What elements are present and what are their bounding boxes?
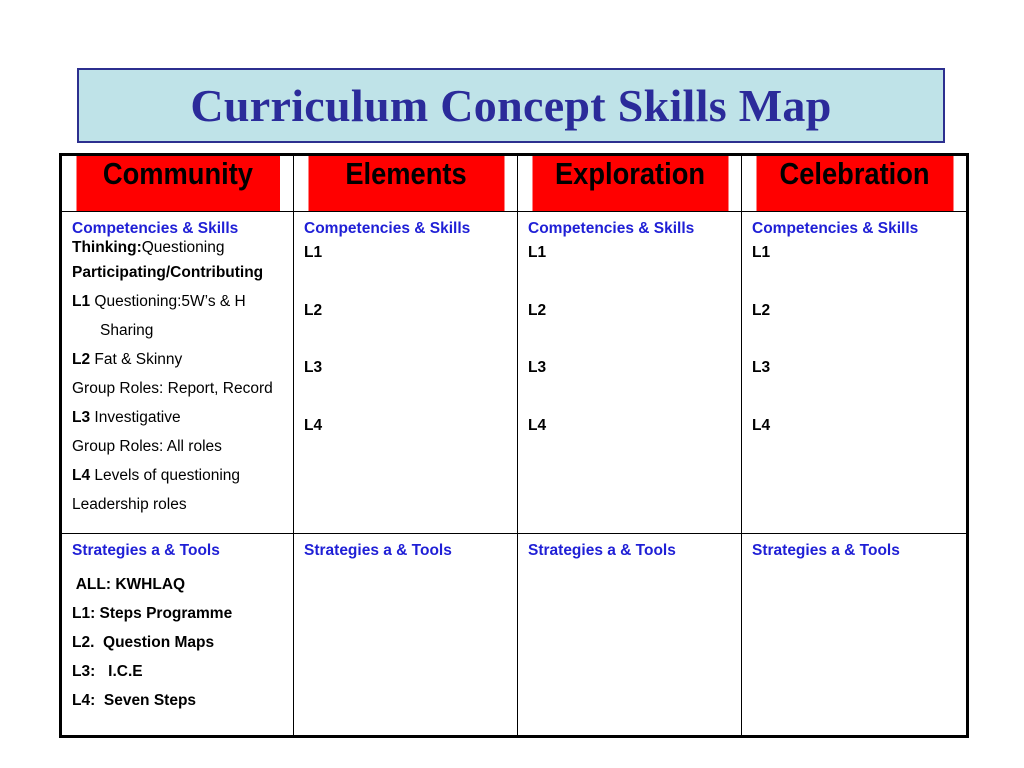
level-3-line: L3 Investigative [72, 409, 181, 426]
level-label: L2 [528, 301, 547, 319]
strategies-heading: Strategies a & Tools [752, 542, 900, 559]
level-1-sub-line: Sharing [100, 322, 154, 339]
level-label: L1 [528, 244, 547, 261]
level-label: L2 [304, 301, 323, 319]
strategies-heading: Strategies a & Tools [304, 542, 452, 559]
level-label: L1 [304, 244, 323, 261]
level-2-line: L2 Fat & Skinny [72, 351, 183, 368]
level-label: L3 [528, 359, 547, 376]
thinking-line: Thinking:Questioning [72, 239, 225, 256]
competencies-heading: Competencies & Skills [528, 220, 695, 237]
level-label: L2 [752, 301, 771, 319]
level-label: L3 [304, 359, 323, 376]
competencies-heading: Competencies & Skills [752, 220, 919, 237]
strategies-heading: Strategies a & Tools [72, 542, 220, 559]
level-label: L4 [304, 416, 323, 434]
exploration-strategies-cell [518, 534, 742, 737]
header-row [61, 155, 968, 212]
strategies-heading: Strategies a & Tools [528, 542, 676, 559]
column-header-celebration: Celebration [755, 155, 954, 212]
skills-map-table [59, 153, 969, 738]
competencies-row [61, 212, 968, 534]
strategy-item: L2. Question Maps [72, 634, 215, 651]
strategy-item: L4: Seven Steps [72, 692, 197, 709]
column-header-community: Community [74, 155, 279, 212]
level-3-sub-line: Group Roles: All roles [72, 438, 222, 455]
level-1-line: L1 Questioning:5W’s & H [72, 293, 246, 310]
level-4-sub-line: Leadership roles [72, 496, 187, 513]
level-label: L4 [528, 416, 547, 434]
strategy-item: L3: I.C.E [72, 663, 143, 680]
competencies-heading: Competencies & Skills [72, 220, 239, 237]
celebration-strategies-cell [742, 534, 968, 737]
level-label: L4 [752, 416, 771, 434]
title-banner [77, 68, 945, 143]
competencies-heading: Competencies & Skills [304, 220, 471, 237]
column-header-elements: Elements [307, 155, 504, 212]
community-strategies-cell [61, 534, 294, 737]
strategy-item: ALL: KWHLAQ [72, 576, 186, 593]
strategy-item: L1: Steps Programme [72, 605, 233, 622]
elements-competencies-cell [294, 212, 518, 534]
exploration-competencies-cell [518, 212, 742, 534]
participating-line: Participating/Contributing [72, 264, 264, 281]
level-2-sub-line: Group Roles: Report, Record [72, 380, 273, 397]
level-label: L3 [752, 359, 771, 376]
column-header-exploration: Exploration [531, 155, 728, 212]
level-label: L1 [752, 244, 771, 261]
level-4-line: L4 Levels of questioning [72, 467, 241, 484]
community-competencies-cell [61, 212, 294, 534]
celebration-competencies-cell [742, 212, 968, 534]
elements-strategies-cell [294, 534, 518, 737]
strategies-row [61, 534, 968, 737]
page-title: Curriculum Concept Skills Map [190, 80, 832, 131]
